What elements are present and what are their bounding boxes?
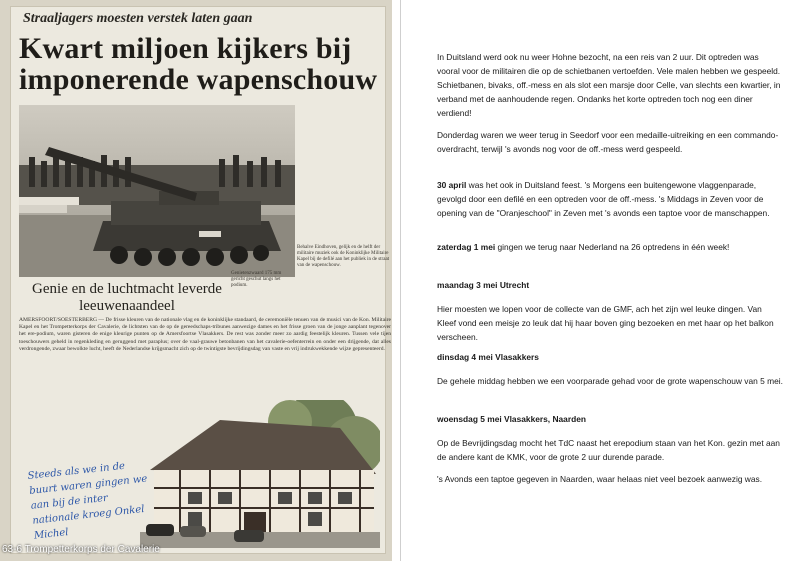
tank-photo-illustration: [19, 105, 295, 277]
paragraph-naarden-text: 's Avonds een taptoe gegeven in Naarden, waar helaas niet veel bezoek aanwezig was.: [437, 474, 763, 484]
paragraph-30-april-text: was het ook in Duitsland feest. 's Morgens een buitengewone vlaggenparade, gevolgd door een defilé en een optreden voor de off.-mess. 's Middags in Zeven voor de opening van de "Oranjeschool" in Zeven met 's avonds een taptoe voor de manschappen.: [437, 180, 770, 218]
inn-illustration: [140, 400, 380, 548]
clipping-subhead: Genie en de luchtmacht leverde leeuwenaandeel: [32, 281, 222, 314]
paragraph-utrecht-text: Hier moesten we lopen voor de collecte van de GMF, ach het zijn wel leuke dingen. Van Kleef vond een meisje zo leuk dat hij haar boven ging bezoeken en met haar op het balkon verscheen.: [437, 304, 774, 342]
heading-4-mei: [437, 350, 783, 364]
heading-3-mei-text: maandag 3 mei Utrecht: [437, 280, 530, 290]
heading-3-mei: [437, 278, 783, 292]
half-timbered-inn-photo: [140, 400, 380, 548]
paragraph-seedorf: [437, 128, 783, 156]
heading-5-mei-text: woensdag 5 mei Vlasakkers, Naarden: [437, 414, 586, 424]
photo-album-caption: 63-6 Trompetterkorps der Cavalerie: [2, 544, 160, 555]
heading-5-mei: [437, 412, 783, 426]
paragraph-voorparade-text: De gehele middag hebben we een voorparade gehad voor de grote wapenschouw van 5 mei.: [437, 376, 783, 386]
paragraph-bevrijdingsdag-text: Op de Bevrijdingsdag mocht het TdC naast het erepodium staan van het Kon. gezin met aan de andere kant de KMK, voor de grote 2 uur durende parade.: [437, 438, 780, 462]
photo-caption: Genietenzwaard 175 mm gericht geschut langs het podium.: [231, 271, 282, 288]
paragraph-naarden: [437, 472, 783, 486]
paragraph-voorparade: [437, 374, 783, 388]
clipping-kicker: Straaljagers moesten verstek laten gaan: [23, 11, 253, 26]
paragraph-hohne: [437, 50, 783, 120]
paragraph-utrecht: [437, 302, 783, 344]
date-1-mei: zaterdag 1 mei: [437, 242, 496, 252]
paragraph-1-mei: [437, 240, 783, 254]
clipping-headline: Kwart miljoen kijkers bij imponerende wapenschouw: [19, 32, 378, 96]
diary-text-page: [400, 0, 800, 561]
paragraph-30-april: [437, 178, 783, 220]
paragraph-seedorf-text: Donderdag waren we weer terug in Seedorf voor een medaille-uitreiking en een commando-overdracht, terwijl 's avonds nog voor de off.-mess werd gespeeld.: [437, 130, 779, 154]
heading-4-mei-text: dinsdag 4 mei Vlasakkers: [437, 352, 539, 362]
paragraph-bevrijdingsdag: [437, 436, 783, 464]
side-caption: Behalve Eindhoven, gelijk en de helft der militaire muziek ook de Koninklijke Militaire Kapel bij de defilé aan het publiek in de straat van de wapenschouw.: [297, 245, 390, 268]
handwritten-note: Steeds als we in de buurt waren gingen we aan bij de inter nationale kroeg Onkel Michel: [27, 460, 148, 542]
date-30-april: 30 april: [437, 180, 467, 190]
tank-parade-photo: [19, 105, 295, 277]
clipping-article: AMERSFOORT/SOESTERBERG — De frisse kleuren van de nationale vlag en de koninklijke standaard, de ceremoniële tenuen van de musici van de Kon. Militaire Kapel en het Trompetterkorps der Cavalerie, de lichtsten van de op de gereedschaps-tribunes aanwezige dames en het frisse groen van de jonge aanplant tegenover het ere-podium, waren gisteren de enige kleurige punten op de Amersfoortse Vlasakkers. De rest was zonder meer zo aardig feestelijk kleuren. Tussen vele tijen toeschouwers geheld in regenkleding en geruggend met paraplus; over de vaal-grauwe betonbanen van het cavalerie-oefenterrein en onder een drijgende, dat alles verdrongende, zwaar bewolkte lucht, heeft de Nederlandse krijgsmacht zich op de twintigste bevrijdingsdag van vaste en vrij indrukwekkende wijze gepresenteerd.: [19, 317, 391, 352]
scrapbook-page: [0, 0, 392, 561]
paragraph-hohne-text: In Duitsland werd ook nu weer Hohne bezocht, na een reis van 2 uur. Dit optreden was vooral voor de militairen die op de schietbanen vertoefden. Vele malen hebben we gespeeld. Schietbanen, bivaks, off.-mess en als slot een marsje door Celle, van slechts een kwartier, in verband met de aanhoudende regen. Ondanks het korte optreden toch nog een diner verdiend!: [437, 52, 781, 118]
paragraph-1-mei-text: gingen we terug naar Nederland na 26 optredens in één week!: [495, 242, 730, 252]
